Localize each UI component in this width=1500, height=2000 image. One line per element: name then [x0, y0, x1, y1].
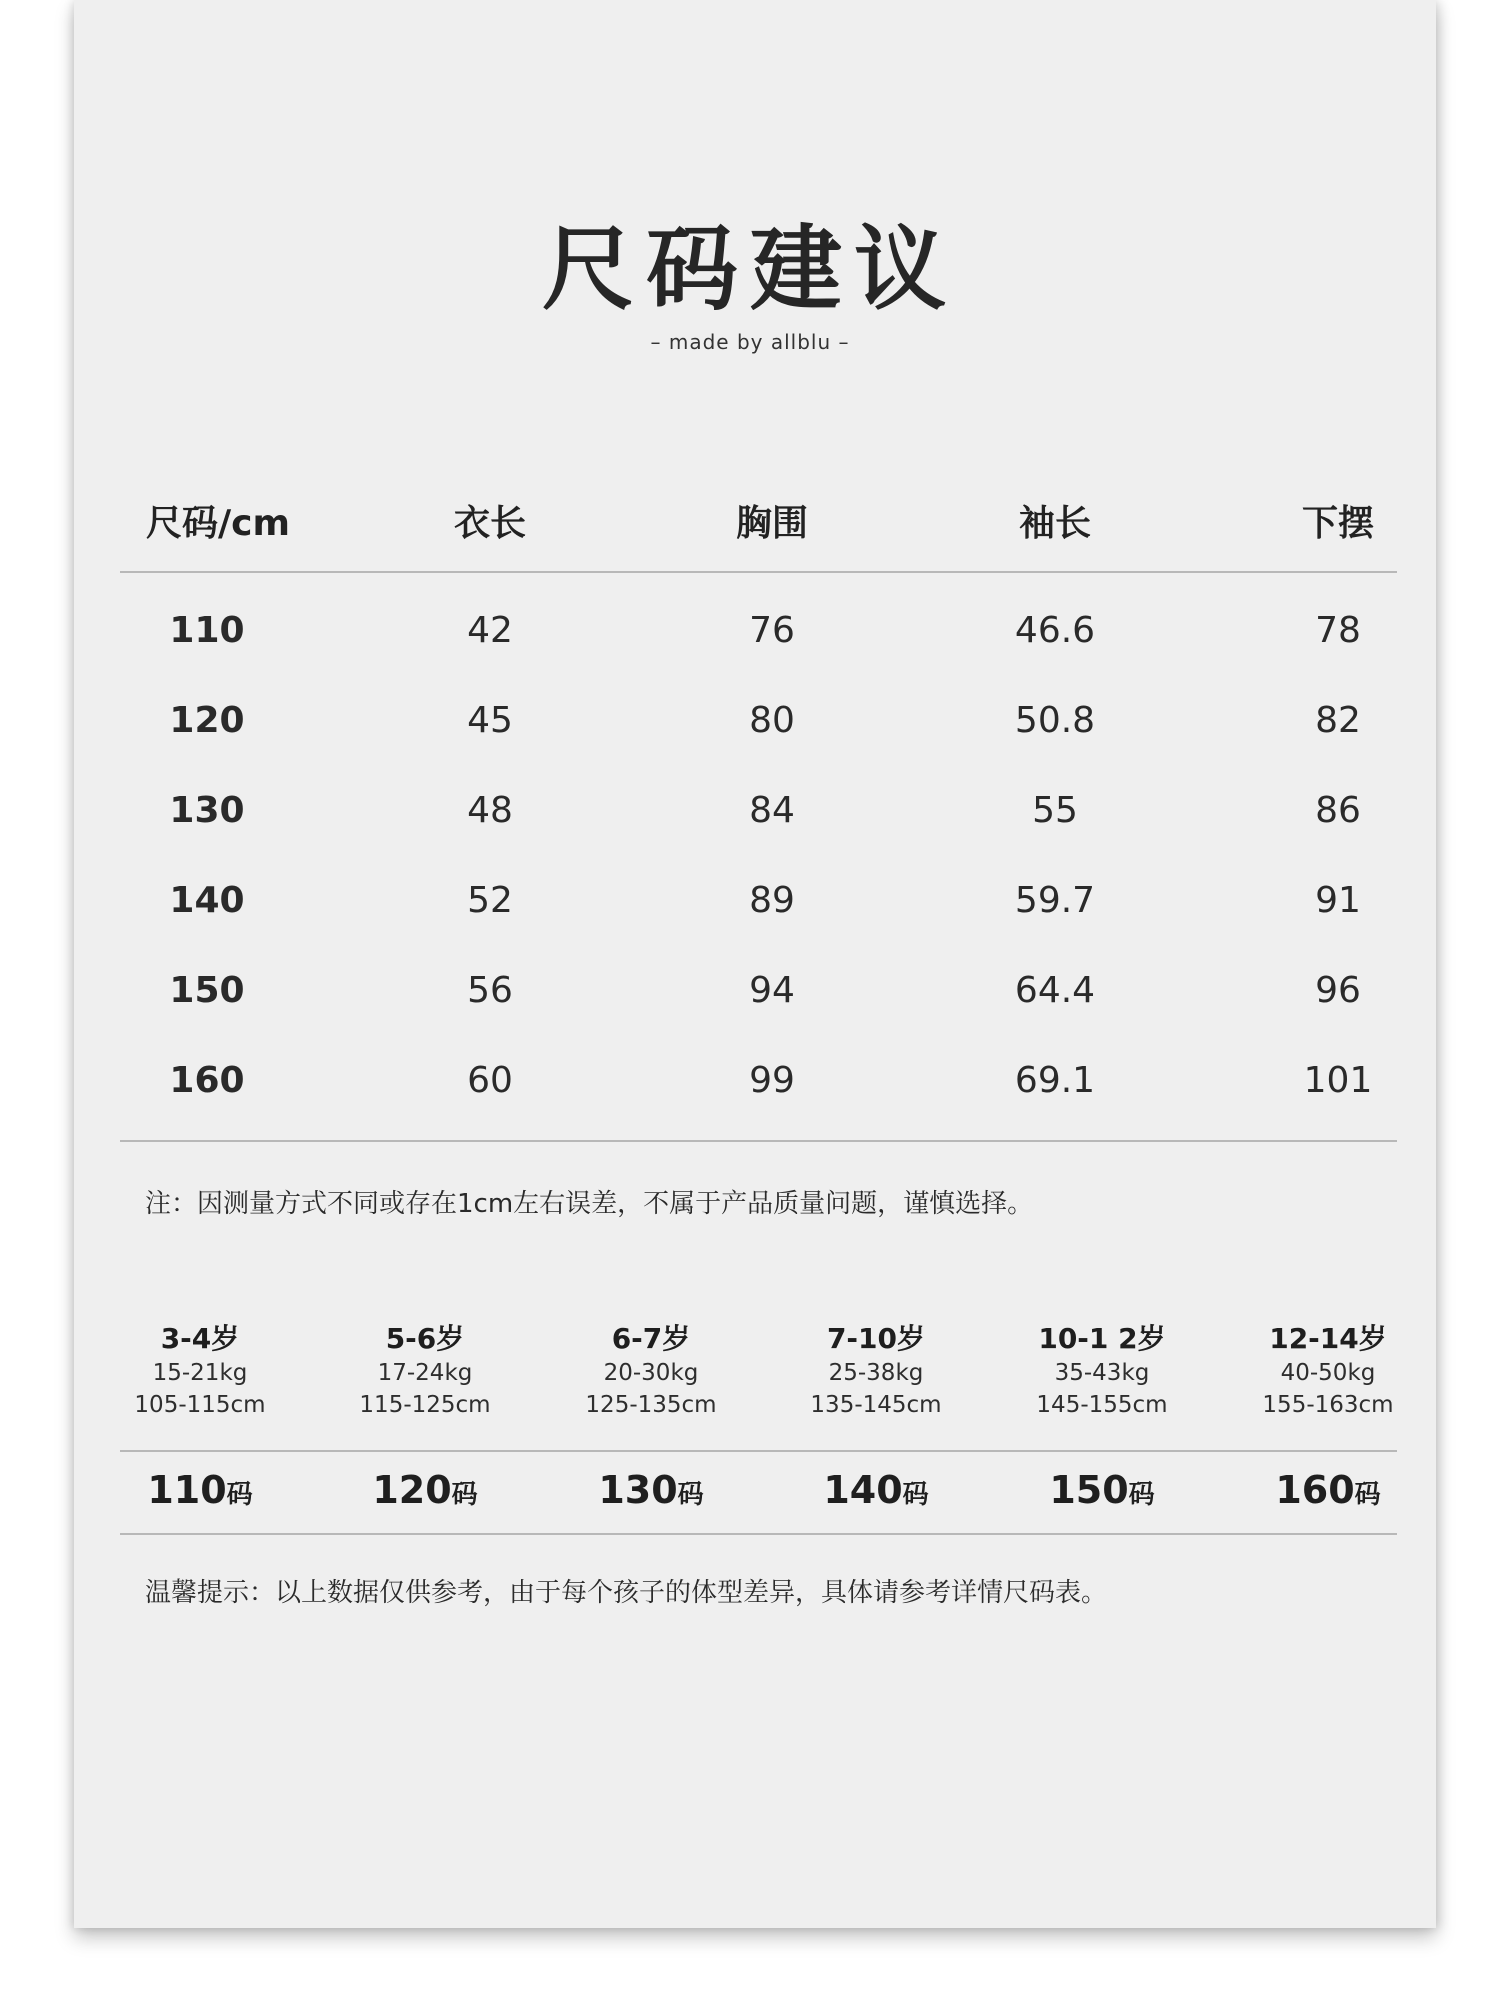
table-cell-length: 60	[467, 1060, 513, 1101]
table-bottom-divider	[120, 1140, 1397, 1142]
header-chest: 胸围	[735, 503, 808, 544]
table-cell-hem: 86	[1315, 790, 1361, 831]
header-length: 衣长	[453, 503, 526, 544]
guide-weight: 20-30kg	[603, 1360, 699, 1386]
guide-age: 7-10岁	[826, 1322, 926, 1355]
table-cell-hem: 101	[1303, 1060, 1373, 1101]
header-sleeve: 袖长	[1018, 503, 1091, 544]
guide-weight: 40-50kg	[1280, 1360, 1376, 1386]
table-cell-sleeve: 55	[1032, 790, 1078, 831]
table-cell-size: 110	[169, 610, 245, 651]
table-cell-sleeve: 46.6	[1014, 610, 1096, 651]
table-cell-length: 42	[467, 610, 513, 651]
table-cell-sleeve: 59.7	[1014, 880, 1096, 921]
guide-weight: 15-21kg	[152, 1360, 248, 1386]
guide-bottom-divider	[120, 1533, 1397, 1535]
guide-size-code: 150码	[1049, 1468, 1155, 1512]
guide-height: 105-115cm	[134, 1392, 266, 1418]
measurement-note: 注：因测量方式不同或存在1cm左右误差，不属于产品质量问题，谨慎选择。	[145, 1189, 1034, 1219]
table-cell-chest: 84	[749, 790, 795, 831]
table-cell-length: 45	[467, 700, 513, 741]
guide-age: 10-1 2岁	[1038, 1322, 1166, 1355]
table-cell-hem: 91	[1315, 880, 1361, 921]
table-cell-chest: 99	[749, 1060, 795, 1101]
table-cell-size: 120	[169, 700, 245, 741]
table-cell-size: 140	[169, 880, 245, 921]
guide-size-code: 110码	[147, 1468, 253, 1512]
table-cell-sleeve: 69.1	[1014, 1060, 1096, 1101]
guide-weight: 35-43kg	[1054, 1360, 1150, 1386]
guide-divider	[120, 1450, 1397, 1452]
table-header-divider	[120, 571, 1397, 573]
guide-age: 12-14岁	[1269, 1322, 1387, 1355]
guide-height: 145-155cm	[1036, 1392, 1168, 1418]
table-cell-size: 160	[169, 1060, 245, 1101]
guide-weight: 25-38kg	[828, 1360, 924, 1386]
header-hem: 下摆	[1301, 503, 1374, 544]
table-cell-sleeve: 64.4	[1014, 970, 1096, 1011]
table-cell-hem: 96	[1315, 970, 1361, 1011]
guide-age: 5-6岁	[385, 1322, 465, 1355]
guide-age: 6-7岁	[611, 1322, 691, 1355]
header-size: 尺码/cm	[145, 503, 290, 544]
page-subtitle: – made by allblu –	[650, 330, 850, 354]
table-cell-length: 48	[467, 790, 513, 831]
table-cell-sleeve: 50.8	[1014, 700, 1096, 741]
table-cell-size: 130	[169, 790, 245, 831]
table-cell-hem: 82	[1315, 700, 1361, 741]
guide-height: 115-125cm	[359, 1392, 491, 1418]
guide-size-code: 160码	[1275, 1468, 1381, 1512]
page-title: 尺码建议	[541, 216, 958, 323]
guide-height: 125-135cm	[585, 1392, 717, 1418]
guide-size-code: 130码	[598, 1468, 704, 1512]
table-cell-length: 56	[467, 970, 513, 1011]
table-cell-chest: 89	[749, 880, 795, 921]
guide-size-code: 140码	[823, 1468, 929, 1512]
guide-height: 155-163cm	[1262, 1392, 1394, 1418]
table-cell-chest: 94	[749, 970, 795, 1011]
table-cell-length: 52	[467, 880, 513, 921]
table-cell-chest: 80	[749, 700, 795, 741]
table-cell-size: 150	[169, 970, 245, 1011]
guide-height: 135-145cm	[810, 1392, 942, 1418]
table-cell-chest: 76	[749, 610, 795, 651]
guide-size-code: 120码	[372, 1468, 478, 1512]
guide-weight: 17-24kg	[377, 1360, 473, 1386]
table-cell-hem: 78	[1315, 610, 1361, 651]
guide-age: 3-4岁	[160, 1322, 240, 1355]
reference-tip: 温馨提示：以上数据仅供参考，由于每个孩子的体型差异，具体请参考详情尺码表。	[145, 1578, 1108, 1608]
